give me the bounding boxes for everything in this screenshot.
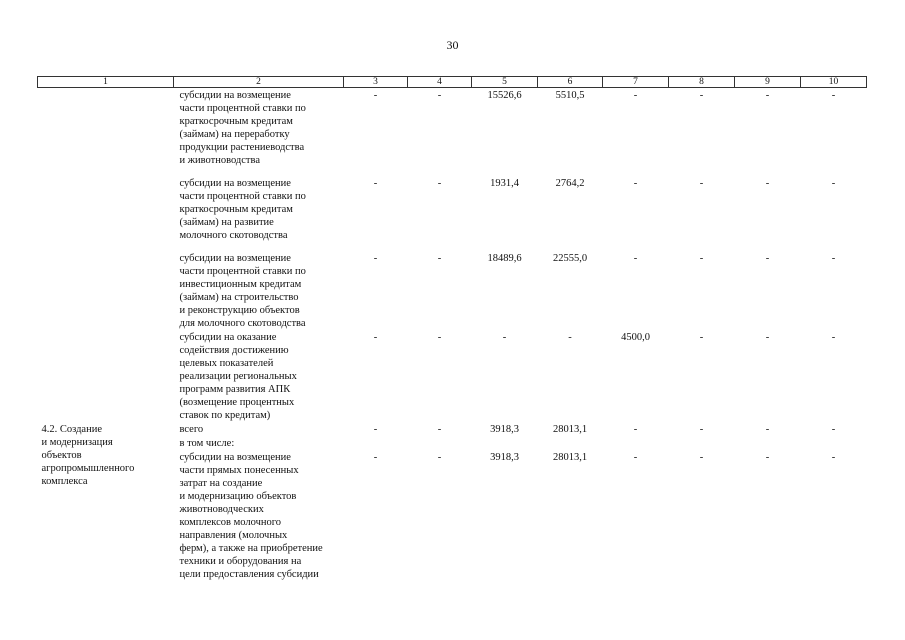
- value-cell: -: [831, 424, 836, 435]
- column-header: 10: [801, 77, 867, 88]
- value-cell: [801, 436, 867, 450]
- source-cell: в том числе:: [179, 438, 235, 449]
- value-cell: -: [568, 332, 572, 343]
- value-cell: -: [373, 253, 378, 264]
- source-cell: всего: [179, 424, 204, 435]
- value-cell: -: [373, 178, 378, 189]
- value-cell: -: [437, 178, 442, 189]
- value-cell: 3918,3: [490, 424, 519, 435]
- table-row: [38, 242, 867, 330]
- value-cell: -: [831, 90, 836, 101]
- value-cell: 1931,4: [490, 178, 519, 189]
- value-cell: -: [765, 452, 770, 463]
- source-cell: субсидии на возмещение части прямых понесенных затрат на создание и модернизацию объектов животноводческих комплексов молочного направления (молочных ферм), а также на приобретение техники и оборудования на цели предоставления субсидии: [179, 452, 323, 580]
- value-cell: 18489,6: [487, 253, 522, 264]
- value-cell: -: [765, 90, 770, 101]
- value-cell: [603, 436, 669, 450]
- value-cell: [472, 436, 538, 450]
- value-cell: -: [765, 332, 770, 343]
- column-header: 8: [669, 77, 735, 88]
- value-cell: -: [373, 452, 378, 463]
- value-cell: 28013,1: [552, 424, 588, 435]
- value-cell: -: [831, 452, 836, 463]
- source-cell: субсидии на возмещение части процентной ставки по краткосрочным кредитам (займам) на развитие молочного скотоводства: [179, 178, 306, 241]
- value-cell: -: [373, 424, 378, 435]
- value-cell: -: [502, 332, 507, 343]
- page-number: 30: [446, 38, 459, 52]
- table-row: [38, 88, 867, 168]
- value-cell: 3918,3: [490, 452, 519, 463]
- column-header: 1: [38, 77, 174, 88]
- value-cell: -: [699, 332, 704, 343]
- value-cell: -: [633, 90, 638, 101]
- value-cell: -: [373, 90, 378, 101]
- value-cell: 4500,0: [621, 332, 650, 343]
- value-cell: 15526,6: [487, 90, 522, 101]
- measure-cell: [38, 167, 174, 242]
- value-cell: -: [765, 178, 770, 189]
- data-table: [37, 76, 867, 581]
- value-cell: -: [831, 178, 836, 189]
- measure-cell: [38, 330, 174, 422]
- value-cell: -: [831, 253, 836, 264]
- value-cell: 28013,1: [552, 452, 588, 463]
- column-header: 3: [344, 77, 408, 88]
- table-row: [38, 167, 867, 242]
- table-row: [38, 330, 867, 422]
- value-cell: -: [699, 253, 704, 264]
- column-header: 5: [472, 77, 538, 88]
- value-cell: -: [437, 90, 442, 101]
- value-cell: 2764,2: [555, 178, 585, 189]
- value-cell: -: [633, 178, 638, 189]
- value-cell: -: [831, 332, 836, 343]
- column-header: 7: [603, 77, 669, 88]
- value-cell: -: [437, 452, 442, 463]
- value-cell: -: [699, 424, 704, 435]
- table-row: [38, 422, 867, 436]
- value-cell: -: [765, 253, 770, 264]
- measure-cell: 4.2. Создание и модернизация объектов агропромышленного комплекса: [41, 424, 135, 487]
- value-cell: -: [373, 332, 378, 343]
- value-cell: -: [633, 253, 638, 264]
- value-cell: -: [437, 253, 442, 264]
- value-cell: [344, 436, 408, 450]
- column-number-header: [38, 77, 867, 88]
- value-cell: 5510,5: [555, 90, 585, 101]
- value-cell: -: [437, 424, 442, 435]
- value-cell: [538, 436, 603, 450]
- column-header: 4: [408, 77, 472, 88]
- value-cell: [735, 436, 801, 450]
- value-cell: -: [765, 424, 770, 435]
- source-cell: субсидии на возмещение части процентной ставки по краткосрочным кредитам (займам) на переработку продукции растениеводства и животноводства: [179, 90, 306, 166]
- value-cell: -: [699, 452, 704, 463]
- value-cell: 22555,0: [552, 253, 588, 264]
- measure-cell: [38, 88, 174, 168]
- column-header: 6: [538, 77, 603, 88]
- source-cell: субсидии на возмещение части процентной ставки по инвестиционным кредитам (займам) на строительство и реконструкцию объектов для молочного скотоводства: [179, 253, 306, 329]
- value-cell: [669, 436, 735, 450]
- value-cell: [408, 436, 472, 450]
- value-cell: -: [633, 452, 638, 463]
- value-cell: -: [699, 178, 704, 189]
- column-header: 9: [735, 77, 801, 88]
- value-cell: -: [633, 424, 638, 435]
- column-header: 2: [174, 77, 344, 88]
- source-cell: субсидии на оказание содействия достижению целевых показателей реализации региональных программ развития АПК (возмещение процентных ставок по кредитам): [179, 332, 297, 421]
- measure-cell: [38, 242, 174, 330]
- value-cell: -: [699, 90, 704, 101]
- value-cell: -: [437, 332, 442, 343]
